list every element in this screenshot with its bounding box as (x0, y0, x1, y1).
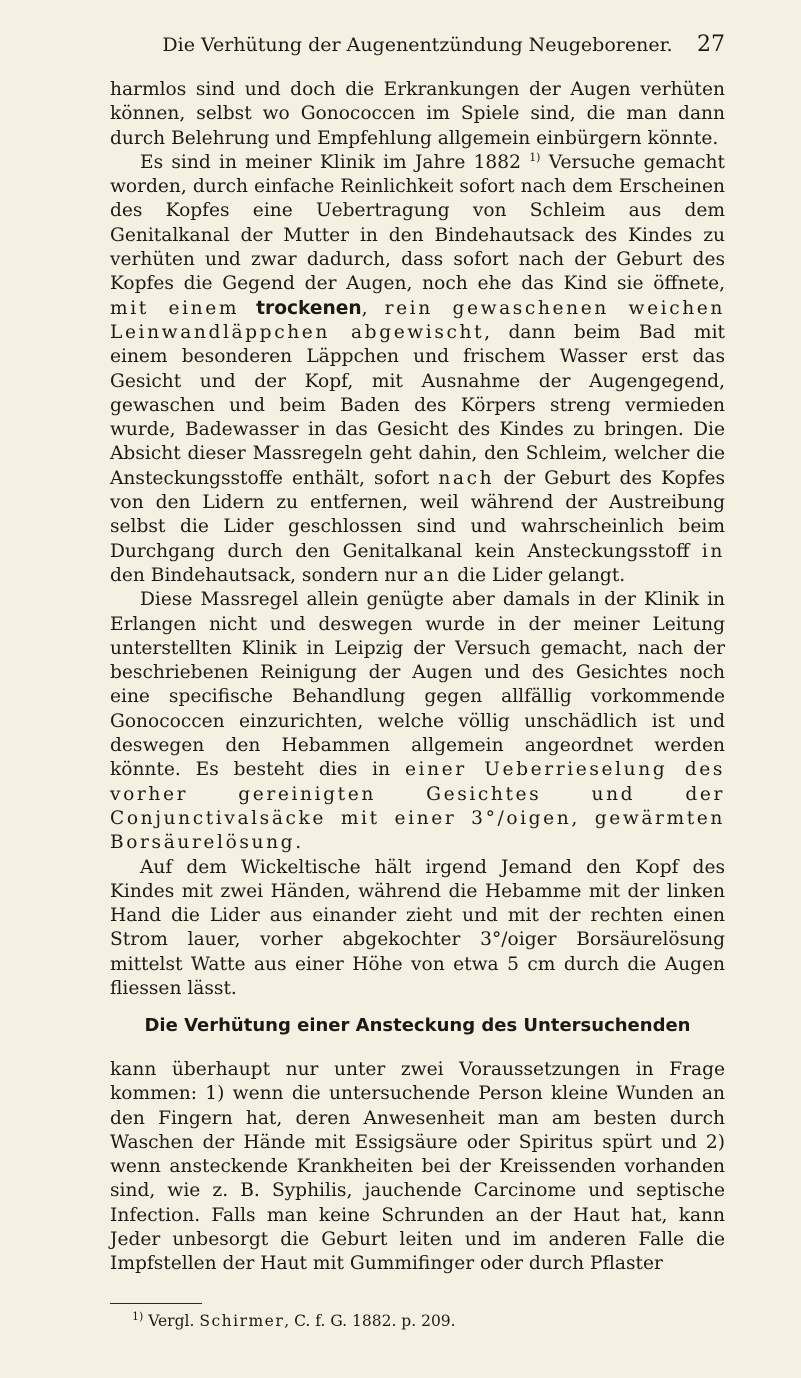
footnote-marker: 1) (132, 1310, 144, 1323)
running-title: Die Verhütung der Augenentzündung Neugeborener. (162, 34, 673, 56)
footnote-prefix: Vergl. (148, 1312, 200, 1331)
bold-emphasis: trockenen (256, 297, 362, 319)
spaced-emphasis: in (701, 540, 725, 562)
text-run (239, 298, 256, 319)
footnote (132, 1310, 456, 1330)
text-run: , (361, 297, 385, 319)
spaced-emphasis: einer Ueberrieselung des vorher gereinigten Gesichtes und der Conjunctivalsäcke mit einer 3°/oigen, gewärmten Borsäurelösung (110, 759, 726, 854)
footnote-author: Schirmer (199, 1312, 285, 1331)
footnote-rest: , C. f. G. 1882. p. 209. (284, 1312, 456, 1331)
text-run: der Geburt des Kopfes von den Lidern zu entfernen, weil während der Austreibung selbst die Lider geschlossen sind und wahrscheinlich beim Durchgang durch den Genitalkanal kein Ansteckungsstoff (110, 467, 725, 562)
paragraph-after-heading: kann überhaupt nur unter zwei Voraussetzungen in Frage kommen: 1) wenn die untersuchende Person kleine Wunden an den Fingern hat, deren Anwesenheit man am besten durch Waschen der Hände mit Essigsäure oder Spiritus spürt und 2) wenn ansteckende Krankheiten bei der Kreissenden vorhanden sind, wie z. B. Syphilis, jauchende Carcinome und septische Infection. Falls man keine Schrunden an der Haut hat, kann Jeder unbesorgt die Geburt leiten und im anderen Falle die Impfstellen der Haut mit Gummifinger oder durch Pflaster (110, 1059, 725, 1275)
text-run: , dann beim Bad mit einem besonderen Läppchen und frischem Wasser erst das Gesicht und der Kopf, mit Ausnahme der Augengegend, gewaschen und beim Baden des Körpers streng vermieden wurde, Badewasser in das Gesicht des Kindes zu bringen. Die Absicht dieser Massregeln geht dahin, den Schleim, welcher die Ansteckungsstoffe enthält, sofort (110, 321, 725, 489)
paragraph-2 (110, 151, 725, 588)
text-run: die Lider gelangt. (451, 564, 626, 586)
text-run: harmlos sind und doch die Erkrankungen der Augen verhüten können, selbst wo Gonococcen im Spiele sind, die man dann durch Belehrung und Empfehlung allgemein einbürgern könnte. (110, 79, 725, 149)
page-number: 27 (697, 32, 725, 57)
running-header (110, 34, 725, 64)
paragraph-1 (110, 78, 725, 151)
main-text-continued (110, 1058, 725, 1277)
text-run: Versuche gemacht worden, durch einfache Reinlichkeit sofort nach dem Erscheinen des Kopfes eine Uebertragung von Schleim aus dem Genitalkanal der Mutter in den Bindehautsack des Kindes zu verhüten und zwar dadurch, dass sofort nach der Geburt des Kopfes die Gegend der Augen, noch ehe das Kind sie öffnete, (110, 151, 726, 295)
footnote-divider (110, 1303, 202, 1304)
spaced-emphasis: rein gewaschenen weichen Leinwandläppchen abgewischt (110, 297, 725, 343)
main-text (110, 78, 725, 1001)
section-heading: Die Verhütung einer Ansteckung des Untersuchenden (144, 1015, 691, 1036)
text-run: . (295, 832, 302, 854)
text-run: Diese Massregel allein genügte aber damals in der Klinik in Erlangen nicht und deswegen wurde in der meiner Leitung unterstellten Klinik in Leipzig der Versuch gemacht, nach der beschriebenen Reinigung der Augen und des Gesichtes noch eine specifische Behandlung gegen allfällig vorkommende Gonococcen einzurichten, welche völlig unschädlich ist und deswegen den Hebammen allgemein angeordnet werden könnte. Es besteht dies in (110, 589, 725, 781)
text-run: Es sind in meiner Klinik im Jahre 1882 (140, 151, 530, 173)
paragraph-4 (110, 856, 725, 1002)
spaced-emphasis: mit einem (110, 297, 240, 319)
text-run: den Bindehautsack, sondern nur (110, 564, 424, 586)
spaced-emphasis: nach (438, 467, 495, 489)
spaced-emphasis: an (423, 564, 452, 586)
footnote-reference: 1) (529, 150, 541, 164)
text-run: Auf dem Wickeltische hält irgend Jemand den Kopf des Kindes mit zwei Händen, während die Hebamme mit der linken Hand die Lider aus einander zieht und mit der rechten einen Strom lauer, vorher abgekochter 3°/oiger Borsäurelösung mittelst Watte aus einer Höhe von etwa 5 cm durch die Augen fliessen lässt. (110, 856, 725, 999)
paragraph-3 (110, 588, 725, 855)
